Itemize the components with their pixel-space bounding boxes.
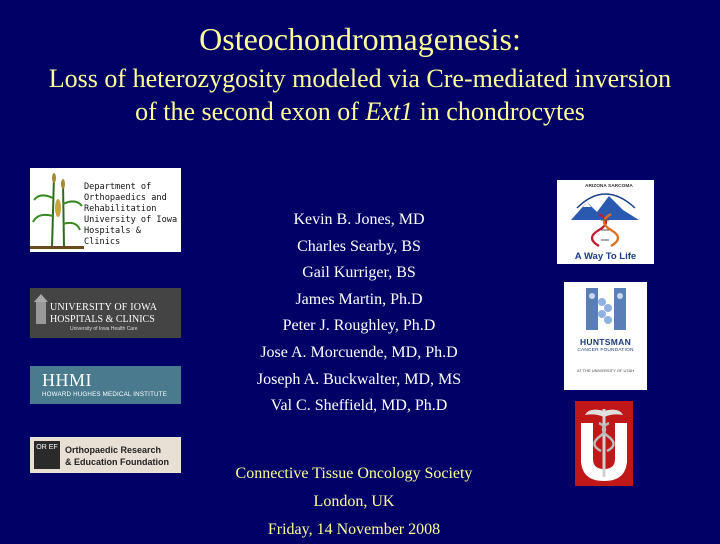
hhmi-full-name: HOWARD HUGHES MEDICAL INSTITUTE (42, 391, 168, 398)
author: James Martin, Ph.D (295, 290, 423, 308)
slide-subtitle (0, 62, 720, 128)
dept-logo-text (84, 182, 181, 248)
author-list (200, 207, 518, 420)
caduceus-icon (575, 401, 633, 486)
subtitle-line-2-suffix: in chondrocytes (413, 97, 585, 126)
subtitle-line-2 (0, 95, 720, 128)
hhmi-logo (30, 366, 181, 404)
utah-u-caduceus-logo (575, 401, 633, 486)
huntsman-h-icon (564, 282, 647, 336)
meeting-society: Connective Tissue Oncology Society (235, 465, 473, 482)
author: Joseph A. Buckwalter, MD, MS (256, 370, 462, 388)
dept-logo-line: Rehabilitation (84, 204, 157, 214)
arizona-arc-text: ARIZONA SARCOMA (585, 184, 633, 189)
uihc-line-3: University of Iowa Health Care (70, 326, 138, 332)
arizona-sarcoma-logo (557, 180, 654, 264)
subtitle-line-2-prefix: of the second exon of (135, 97, 366, 126)
uihc-line-1: UNIVERSITY OF IOWA (50, 302, 158, 313)
huntsman-logo (564, 282, 647, 390)
author: Val C. Sheffield, MD, Ph.D (270, 397, 448, 415)
oref-mark: OR EF (34, 441, 60, 469)
author: Gail Kurriger, BS (302, 264, 416, 282)
uihc-logo (30, 288, 181, 338)
dept-logo-line: Department of (84, 182, 152, 192)
oref-line-1: Orthopaedic Research (65, 445, 162, 455)
oref-logo (30, 437, 181, 473)
dept-logo-line: Hospitals & Clinics (84, 226, 141, 247)
slide-title: Osteochondromagenesis: (199, 21, 521, 57)
oref-line-2: & Education Foundation (65, 457, 169, 467)
uihc-line-2: HOSPITALS & CLINICS (50, 314, 155, 325)
author: Kevin B. Jones, MD (293, 211, 425, 228)
author: Jose A. Morcuende, MD, Ph.D (260, 343, 458, 361)
pillar-icon (32, 288, 50, 338)
meeting-info (190, 460, 518, 544)
subtitle-line-1: Loss of heterozygosity modeled via Cre-mediated inversion (48, 64, 672, 93)
dept-logo-line: University of Iowa (84, 215, 178, 225)
arizona-tagline: A Way To Life (574, 251, 637, 262)
huntsman-name: HUNTSMAN (579, 337, 632, 347)
hhmi-acronym: HHMI (42, 370, 92, 390)
gene-name: Ext1 (365, 97, 414, 126)
meeting-location: London, UK (313, 493, 395, 510)
author: Peter J. Roughley, Ph.D (282, 317, 436, 335)
meeting-date: Friday, 14 November 2008 (267, 521, 441, 538)
dept-logo-line: Orthopaedics and (84, 193, 167, 203)
corn-stalk-icon (30, 168, 84, 252)
author: Charles Searby, BS (297, 237, 421, 255)
huntsman-sub: CANCER FOUNDATION (577, 348, 634, 353)
huntsman-foot: AT THE UNIVERSITY OF UTAH (576, 368, 635, 373)
dept-orthopaedics-logo (30, 168, 181, 252)
